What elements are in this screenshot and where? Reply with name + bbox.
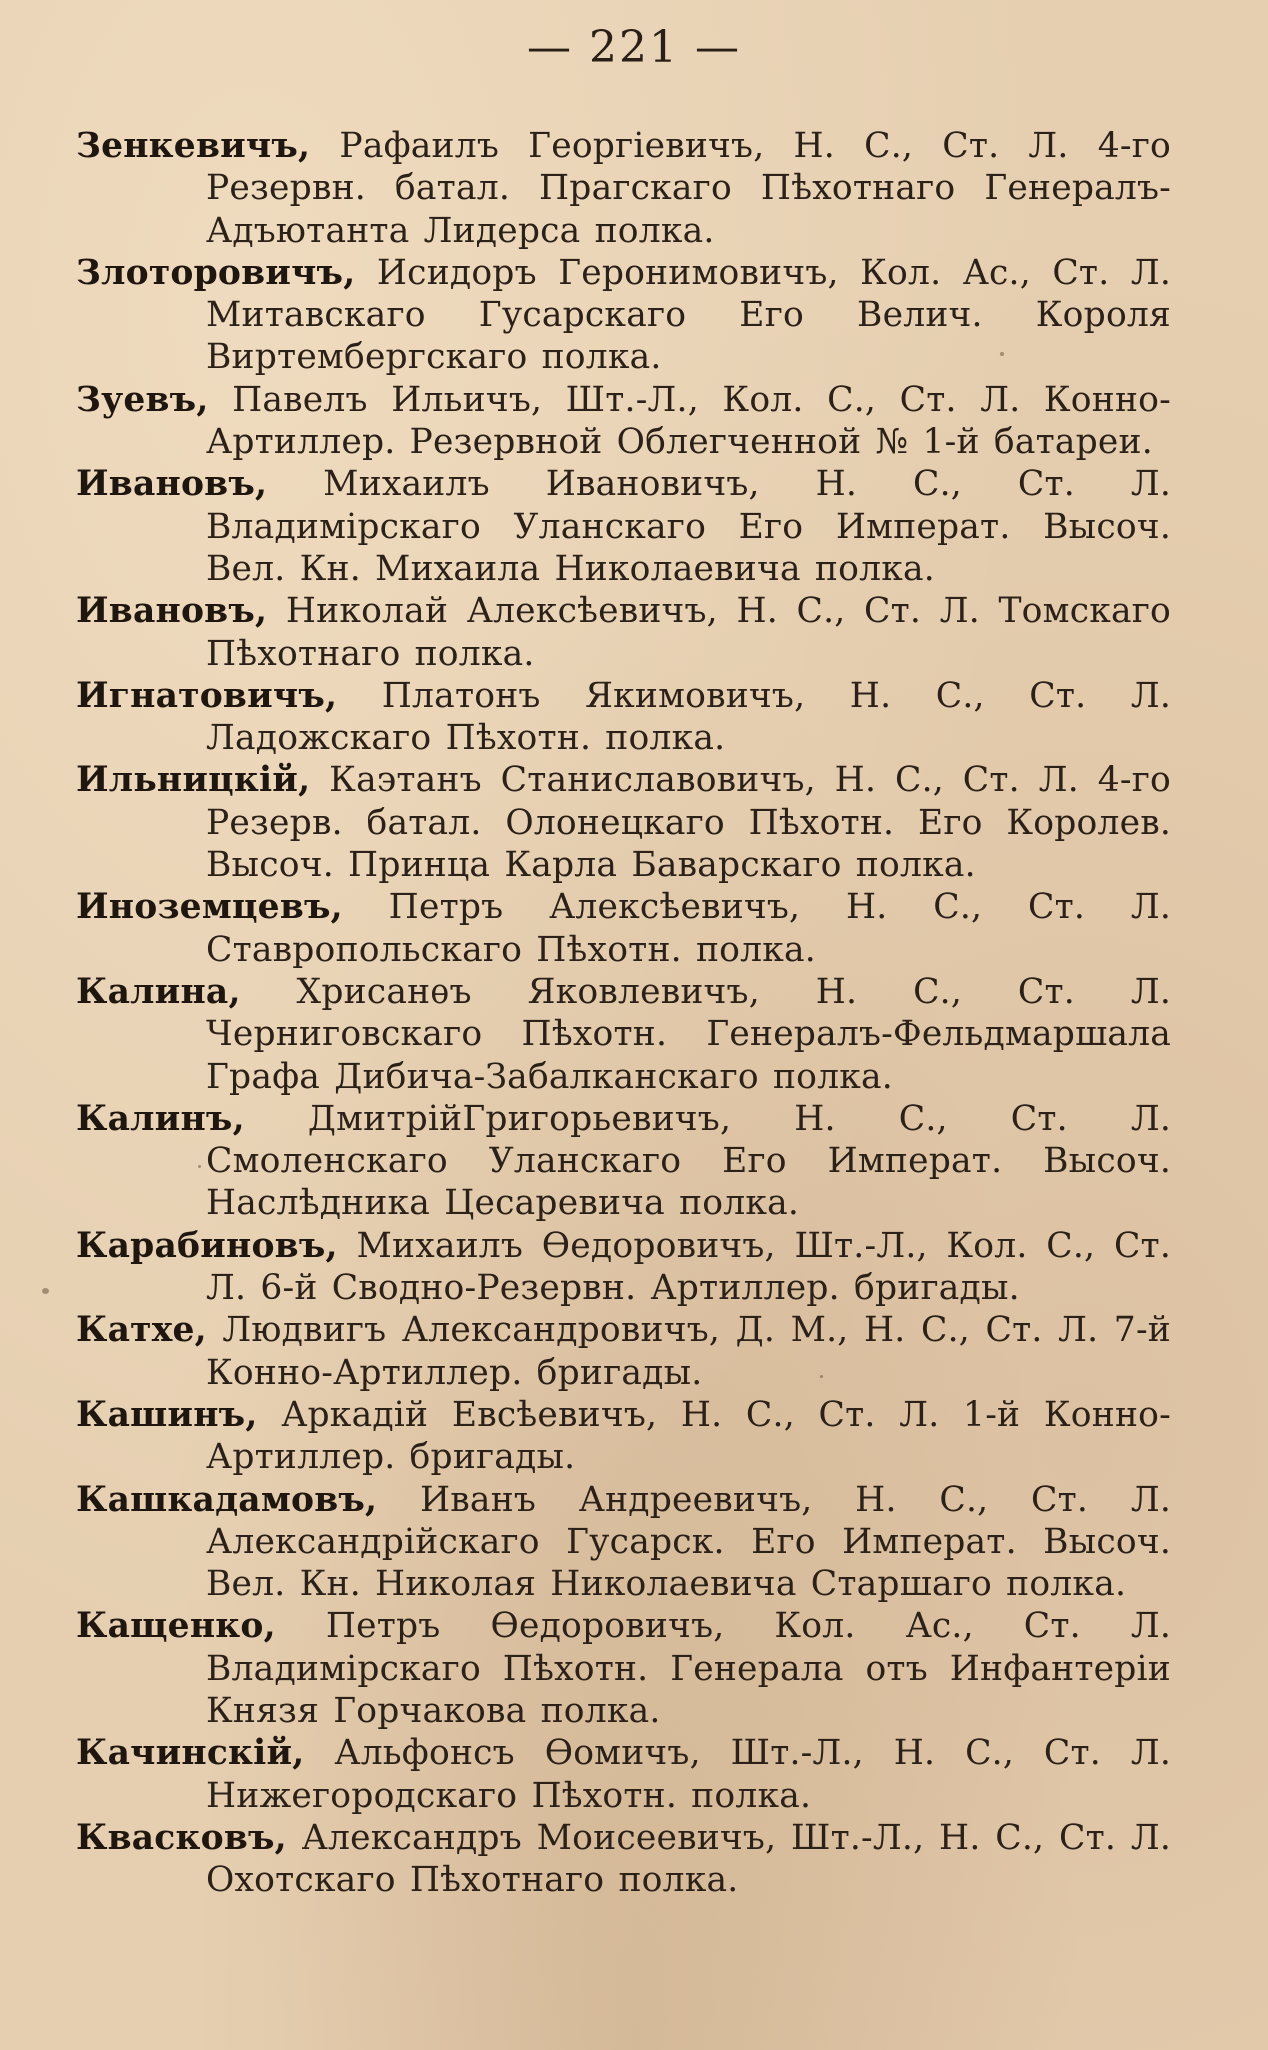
entry-text: Петръ Ѳедоровичъ, Кол. Ас., Ст. Л. Владимірскаго Пѣхотн. Генерала отъ Инфантеріи Князя Горчакова полка. [206,1606,1171,1731]
entry-surname: Кашинъ, [76,1394,258,1435]
entry-surname: Качинскій, [76,1733,305,1774]
entry-text: Аркадій Евсѣевичъ, Н. С., Ст. Л. 1-й Конно-Артиллер. бригады. [206,1394,1171,1478]
entry-surname: Калина, [76,971,241,1012]
entry-text: Михаилъ Ѳедоровичъ, Шт.-Л., Кол. С., Ст. Л. 6-й Сводно-Резервн. Артиллер. бригады. [206,1225,1171,1309]
entry-text: Людвигъ Александровичъ, Д. М., Н. С., Ст. Л. 7-й Конно-Артиллер. бригады. [206,1310,1171,1393]
entry [76,1394,1171,1479]
entry-surname: Иноземцевъ, [76,887,343,928]
entry-surname: Калинъ, [76,1098,245,1139]
entry-text: Каэтанъ Станиславовичъ, Н. С., Ст. Л. 4-го Резерв. батал. Олонецкаго Пѣхотн. Его Королев. Высоч. Принца Карла Баварскаго полка. [206,760,1171,886]
entry [76,1225,1171,1310]
entry-text: Исидоръ Геронимовичъ, Кол. Ас., Ст. Л. Митавскаго Гусарскаго Его Велич. Короля Виртембергскаго полка. [206,252,1171,378]
entry [76,886,1171,971]
entry-surname: Квасковъ, [76,1817,287,1858]
entry [76,379,1171,464]
paper-speck [820,1375,823,1378]
entry [76,1732,1171,1817]
page-number: — 221 — [527,22,741,73]
entry-text: Платонъ Якимовичъ, Н. С., Ст. Л. Ладожскаго Пѣхотн. полка. [206,675,1171,759]
entry [76,590,1171,675]
entry-text: Александръ Моисеевичъ, Шт.-Л., Н. С., Ст. Л. Охотскаго Пѣхотнаго полка. [206,1817,1171,1901]
paper-speck [42,1288,49,1294]
entry-text: Хрисанѳъ Яковлевичъ, Н. С., Ст. Л. Черниговскаго Пѣхотн. Генералъ-Фельдмаршала Графа Дибича-Забалканскаго полка. [206,971,1171,1097]
entry [76,1605,1171,1732]
entry [76,1817,1171,1902]
entry-surname: Ивановъ, [76,464,268,505]
entry-list [76,125,1171,1901]
entry-text: Иванъ Андреевичъ, Н. С., Ст. Л. Александрійскаго Гусарск. Его Императ. Высоч. Вел. Кн. Николая Николаевича Старшаго полка. [206,1479,1171,1605]
entry-surname: Ивановъ, [76,591,268,632]
entry [76,125,1171,252]
entry-surname: Ильницкій, [76,760,311,801]
entry [76,759,1171,886]
entry-text: Петръ Алексѣевичъ, Н. С., Ст. Л. Ставропольскаго Пѣхотн. полка. [206,887,1171,970]
entry-text: Альфонсъ Ѳомичъ, Шт.-Л., Н. С., Ст. Л. Нижегородскаго Пѣхотн. полка. [206,1733,1171,1816]
entry [76,675,1171,760]
entry [76,971,1171,1098]
entry [76,1479,1171,1606]
entry-surname: Злоторовичъ, [76,252,356,293]
entry-surname: Карабиновъ, [76,1225,338,1266]
entry [76,463,1171,590]
entry-surname: Катхе, [76,1310,207,1351]
entry-text: Павелъ Ильичъ, Шт.-Л., Кол. С., Ст. Л. Конно-Артиллер. Резервной Облегченной № 1-й батареи. [206,379,1171,463]
paper-speck [1000,352,1004,356]
entry-surname: Кащенко, [76,1606,276,1647]
entry-surname: Кашкадамовъ, [76,1479,378,1520]
entry [76,252,1171,379]
entry-text: Николай Алексѣевичъ, Н. С., Ст. Л. Томскаго Пѣхотнаго полка. [206,591,1171,674]
entry [76,1098,1171,1225]
entry-text: Михаилъ Ивановичъ, Н. С., Ст. Л. Владимірскаго Уланскаго Его Императ. Высоч. Вел. Кн. Михаила Николаевича полка. [206,464,1171,589]
entry-surname: Игнатовичъ, [76,675,338,716]
entry-text: ДмитрійГригорьевичъ, Н. С., Ст. Л. Смоленскаго Уланскаго Его Императ. Высоч. Наслѣдника Цесаревича полка. [206,1098,1171,1224]
entry-text: Рафаилъ Георгіевичъ, Н. С., Ст. Л. 4-го Резервн. батал. Прагскаго Пѣхотнаго Генералъ-Адъютанта Лидерса полка. [206,126,1171,251]
entry-surname: Зенкевичъ, [76,126,311,166]
paper-speck [198,1165,201,1168]
entry [76,1309,1171,1394]
entry-surname: Зуевъ, [76,379,209,420]
